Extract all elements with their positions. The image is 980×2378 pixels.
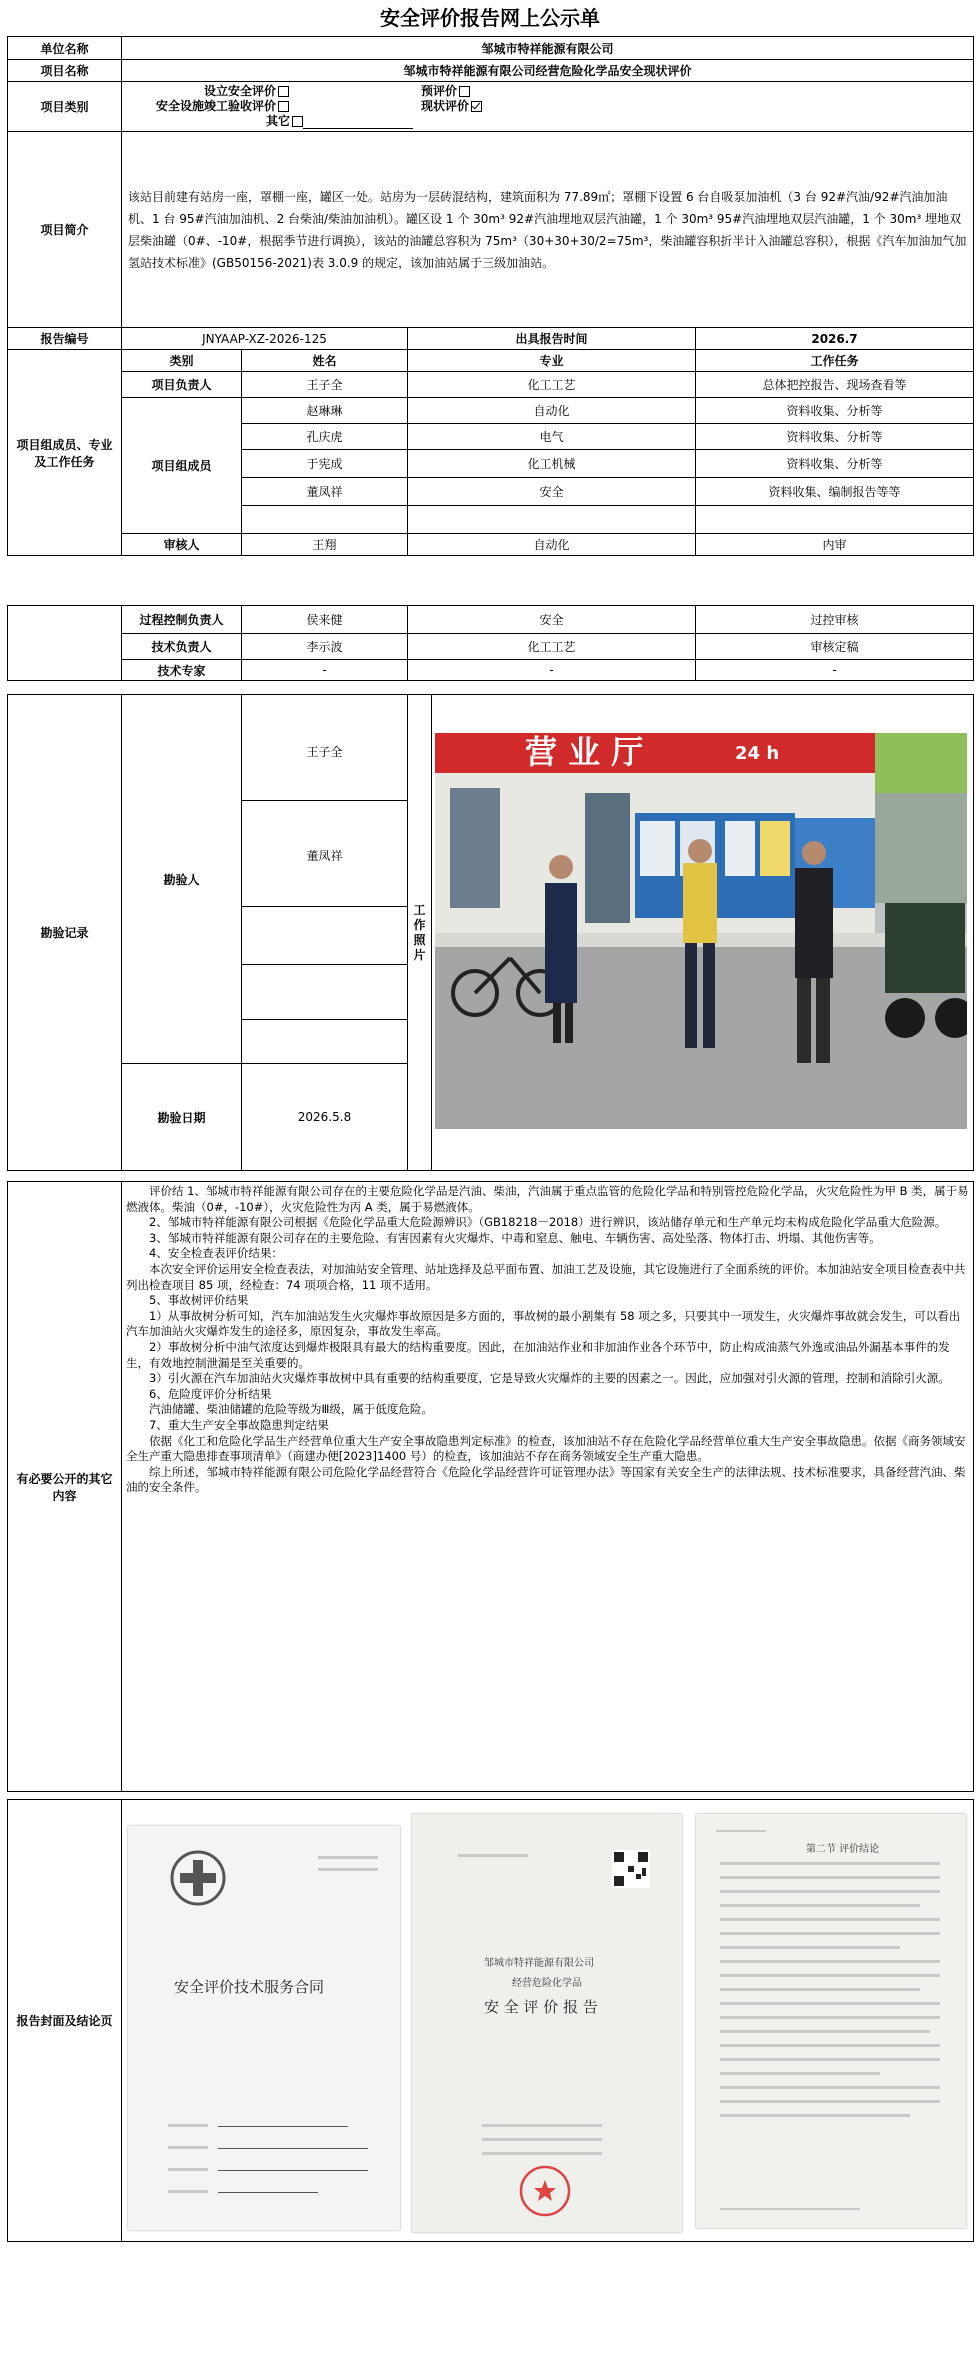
member-major: 化工机械 [408,450,696,478]
category-pre-label: 预评价 [421,84,458,98]
category-status-label: 现状评价 [421,99,470,113]
reviewer-role: 审核人 [122,534,242,556]
red-stamp-icon [518,2164,572,2218]
disclosure-paragraph: 本次安全评价运用安全检查表法，对加油站安全管理、站址选择及总平面布置、加油工艺及设施，其它设施进行了全面系统的评价。本加油站安全项目检查表中共列出检查项目 85 项，经检查：74 项项合格，11 项不适用。 [126,1261,966,1292]
disclosure-paragraph: 3）引火源在汽车加油站火灾爆炸事故树中具有重要的结构重要度，它是导致火灾爆炸的主要的因素之一。因此，应加强对引火源的管理，控制和消除引火源。 [149,1371,950,1386]
report-cover-image [412,1814,682,2232]
disclosure-paragraph: 汽油储罐、柴油储罐的危险等级为Ⅲ级，属于低度危险。 [149,1402,433,1417]
project-category-label: 项目类别 [8,82,122,132]
disclosure-paragraph: 6、危险度评价分析结果 [149,1386,272,1401]
category-other-checkbox[interactable] [292,116,303,127]
leader-major: 化工工艺 [408,372,696,398]
control-role: 过程控制负责人 [122,606,242,634]
team-header-major: 专业 [408,350,696,372]
disclosure-paragraph: 1）从事故树分析可知，汽车加油站发生火灾爆炸事故原因是多方面的，事故树的最小割集有 58 项之多，只要其中一项发生，火灾爆炸事故就会发生，可以看出汽车加油站火灾爆炸发生的途径多，原因复杂，事故发生率高。 [126,1308,961,1339]
control-survey-table [7,605,974,681]
station-work-photo [435,733,967,1129]
disclosure-paragraph: 综上所述，邹城市特祥能源有限公司危险化学品经营符合《危险化学品经营许可证管理办法》等国家有关安全生产的法律法规、技术标准要求，具备经营汽油、柴油的安全条件。 [126,1464,966,1495]
control-task: 过控审核 [696,606,974,634]
photo-sign-text: 营 业 厅 [525,733,644,771]
category-other-label: 其它 [266,114,291,128]
control-task: 审核定稿 [696,634,974,660]
leader-task: 总体把控报告、现场查看等 [696,372,974,398]
category-pre-checkbox[interactable] [459,86,470,97]
photo-cell [432,695,974,1171]
cover-label: 报告封面及结论页 [8,1800,122,2242]
info-table [7,36,974,556]
team-section-label: 项目组成员、专业及工作任务 [8,350,122,556]
team-header-task: 工作任务 [696,350,974,372]
page-title: 安全评价报告网上公示单 [380,6,600,30]
project-category-options [122,82,974,132]
contract-cover-image [128,1826,400,2230]
contract-title: 安全评价技术服务合同 [174,1978,325,1996]
category-other-blank [303,116,413,129]
category-establish-checkbox[interactable] [278,86,289,97]
unit-name-label: 单位名称 [8,37,122,60]
seal-logo-icon [168,1848,228,1908]
control-major: 化工工艺 [408,634,696,660]
reviewer-name: 王翔 [242,534,408,556]
disclosure-content [122,1182,974,1792]
surveyor-name: 王子全 [242,695,408,801]
report-subtitle: 经营危险化学品 [512,1978,582,1989]
reviewer-major: 自动化 [408,534,696,556]
survey-section-label: 勘验记录 [8,695,122,1171]
control-major: - [408,660,696,681]
member-name: 于宪成 [242,450,408,478]
disclosure-paragraph: 4、安全检查表评价结果： [149,1246,283,1261]
member-task: 资料收集、编制报告等等 [696,478,974,506]
conclusion-page-image [696,1814,966,2228]
control-major: 安全 [408,606,696,634]
control-role: 技术负责人 [122,634,242,660]
control-name: - [242,660,408,681]
project-name-value: 邹城市特祥能源有限公司经营危险化学品安全现状评价 [122,60,974,82]
leader-role: 项目负责人 [122,372,242,398]
surveyor-label: 勘验人 [122,695,242,1064]
surveyor-name: 董凤祥 [242,801,408,907]
unit-name-value: 邹城市特祥能源有限公司 [122,37,974,60]
photo-label: 工作照片 [408,695,432,1171]
control-name: 李示波 [242,634,408,660]
intro-label: 项目简介 [8,132,122,328]
survey-date-value: 2026.5.8 [242,1064,408,1171]
report-company: 邹城市特祥能源有限公司 [484,1958,594,1969]
reviewer-task: 内审 [696,534,974,556]
intro-text: 该站目前建有站房一座，罩棚一座，罐区一处。站房为一层砖混结构，建筑面积为 77.89㎡；罩棚下设置 6 台自吸泵加油机（3 台 92#汽油/92#汽油加油机、1 台 95#汽油加油机、2 台柴油/柴油加油机）。罐区设 1 个 30m³ 92#汽油埋地双层汽油罐，1 个 30m³ 95#汽油埋地双层汽油罐，1 个 30m³ 埋地双层柴油罐（0#、-10#，根据季节进行调换），该站的油罐总容积为 75m³（30+30+30/2=75m³，柴油罐容积折半计入油罐总容积），根据《汽车加油加气加氢站技术标准》(GB50156-2021)表 3.0.9 的规定，该加油站属于三级加油站。 [122,132,974,328]
disclosure-paragraph: 2、邹城市特祥能源有限公司根据《危险化学品重大危险源辨识》（GB18218－2018）进行辨识，该站储存单元和生产单元均未构成危险化学品重大危险源。 [149,1215,947,1230]
member-name: 赵琳琳 [242,398,408,424]
category-establish-label: 设立安全评价 [204,84,277,98]
disclosure-paragraph: 7、重大生产安全事故隐患判定结果 [149,1417,329,1432]
control-name: 侯来健 [242,606,408,634]
disclosure-table [7,1181,974,1792]
team-header-category: 类别 [122,350,242,372]
member-task: 资料收集、分析等 [696,424,974,450]
report-no-value: JNYAAP-XZ-2026-125 [122,328,408,350]
member-name: 孔庆虎 [242,424,408,450]
qr-code-icon [612,1850,650,1888]
category-acceptance-label: 安全设施竣工验收评价 [156,99,277,113]
conclusion-header: 第二节 评价结论 [806,1844,880,1855]
survey-table [7,694,974,1171]
report-date-value: 2026.7 [696,328,974,350]
disclosure-paragraph: 依据《化工和危险化学品生产经营单位重大生产安全事故隐患判定标准》的检查，该加油站不存在危险化学品经营单位重大生产安全事故隐患。依据《商务领域安全生产重大隐患排查事项清单》（商建办便[2023]1400 号）的检查，该加油站不存在商务领域安全生产重大隐患。 [126,1433,966,1464]
photo-sign-24h: 24 h [735,743,780,764]
disclosure-paragraph: 评价结 1、邹城市特祥能源有限公司存在的主要危险化学品是汽油、柴油，汽油属于重点监管的危险化学品和特别管控危险化学品，火灾危险性为甲 B 类，属于易燃液体。柴油（0#，-10#），火灾危险性为丙 A 类，属于易燃液体。 [126,1184,969,1214]
cover-images-cell [122,1800,974,2242]
control-task: - [696,660,974,681]
control-role: 技术专家 [122,660,242,681]
member-name: 董凤祥 [242,478,408,506]
category-acceptance-checkbox[interactable] [278,101,289,112]
category-status-checkbox-checked[interactable] [471,101,482,112]
report-no-label: 报告编号 [8,328,122,350]
project-name-label: 项目名称 [8,60,122,82]
cover-table [7,1799,974,2242]
member-task: 资料收集、分析等 [696,398,974,424]
report-title: 安 全 评 价 报 告 [484,1998,598,2016]
leader-name: 王子全 [242,372,408,398]
disclosure-label: 有必要公开的其它内容 [8,1182,122,1792]
disclosure-paragraph: 2）事故树分析中油气浓度达到爆炸极限具有最大的结构重要度。因此，在加油站作业和非加油作业各个环节中，防止构成油蒸气外逸或油品外漏基本事件的发生，有效地控制泄漏是至关重要的。 [126,1339,950,1370]
team-header-name: 姓名 [242,350,408,372]
member-role: 项目组成员 [122,398,242,534]
disclosure-paragraph: 3、邹城市特祥能源有限公司存在的主要危险、有害因素有火灾爆炸、中毒和窒息、触电、车辆伤害、高处坠落、物体打击、坍塌、其他伤害等。 [149,1230,881,1245]
report-date-label: 出具报告时间 [408,328,696,350]
survey-date-label: 勘验日期 [122,1064,242,1171]
member-major: 自动化 [408,398,696,424]
member-major: 电气 [408,424,696,450]
member-task: 资料收集、分析等 [696,450,974,478]
member-major: 安全 [408,478,696,506]
disclosure-paragraph: 5、事故树评价结果 [149,1293,249,1308]
